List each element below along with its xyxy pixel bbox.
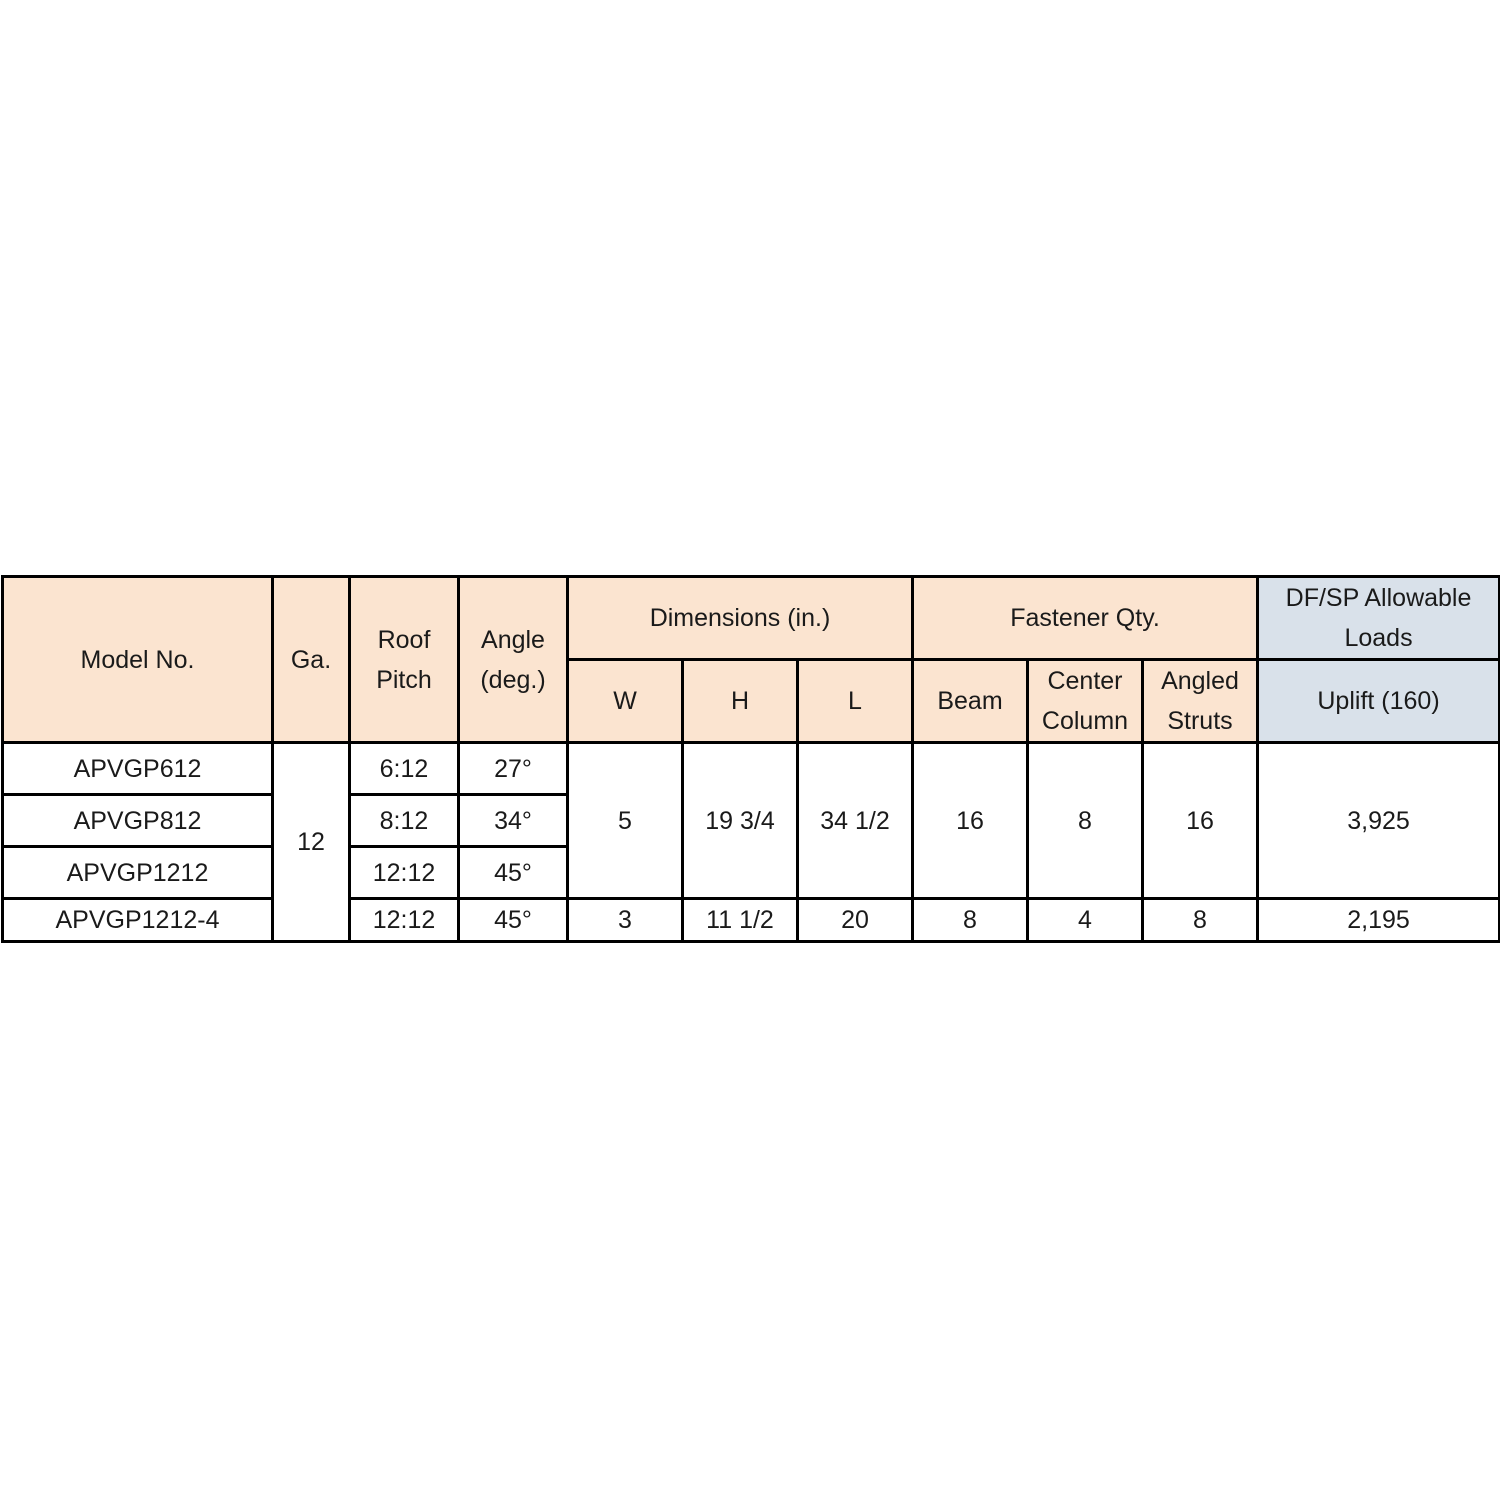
- h-cell: 11 1/2: [683, 899, 798, 942]
- pitch-cell: 12:12: [350, 847, 459, 899]
- header-h: H: [683, 660, 798, 743]
- header-uplift: Uplift (160): [1258, 660, 1500, 743]
- l-cell: 20: [798, 899, 913, 942]
- uplift-cell: 3,925: [1258, 743, 1500, 899]
- table-row: [3, 899, 1500, 942]
- angle-cell: 45°: [459, 899, 568, 942]
- pitch-cell: 8:12: [350, 795, 459, 847]
- model-cell: APVGP1212: [3, 847, 273, 899]
- l-cell: 34 1/2: [798, 743, 913, 899]
- pitch-cell: 12:12: [350, 899, 459, 942]
- model-cell: APVGP612: [3, 743, 273, 795]
- connector-spec-table: [1, 575, 1500, 943]
- angle-cell: 34°: [459, 795, 568, 847]
- model-cell: APVGP1212-4: [3, 899, 273, 942]
- angle-cell: 45°: [459, 847, 568, 899]
- center-column-cell: 4: [1028, 899, 1143, 942]
- header-row-1: [3, 577, 1500, 660]
- header-gauge: Ga.: [273, 577, 350, 743]
- header-angle: Angle (deg.): [459, 577, 568, 743]
- header-w: W: [568, 660, 683, 743]
- header-roof-pitch: Roof Pitch: [350, 577, 459, 743]
- w-cell: 5: [568, 743, 683, 899]
- pitch-cell: 6:12: [350, 743, 459, 795]
- header-angled-struts: Angled Struts: [1143, 660, 1258, 743]
- gauge-cell: 12: [273, 743, 350, 942]
- uplift-cell: 2,195: [1258, 899, 1500, 942]
- beam-cell: 16: [913, 743, 1028, 899]
- center-column-cell: 8: [1028, 743, 1143, 899]
- h-cell: 19 3/4: [683, 743, 798, 899]
- header-model: Model No.: [3, 577, 273, 743]
- angled-struts-cell: 8: [1143, 899, 1258, 942]
- header-center-column: Center Column: [1028, 660, 1143, 743]
- header-l: L: [798, 660, 913, 743]
- header-beam: Beam: [913, 660, 1028, 743]
- beam-cell: 8: [913, 899, 1028, 942]
- angled-struts-cell: 16: [1143, 743, 1258, 899]
- header-fastener-qty: Fastener Qty.: [913, 577, 1258, 660]
- header-allowable-loads: DF/SP Allowable Loads: [1258, 577, 1500, 660]
- table-row: [3, 743, 1500, 795]
- model-cell: APVGP812: [3, 795, 273, 847]
- angle-cell: 27°: [459, 743, 568, 795]
- w-cell: 3: [568, 899, 683, 942]
- header-dimensions: Dimensions (in.): [568, 577, 913, 660]
